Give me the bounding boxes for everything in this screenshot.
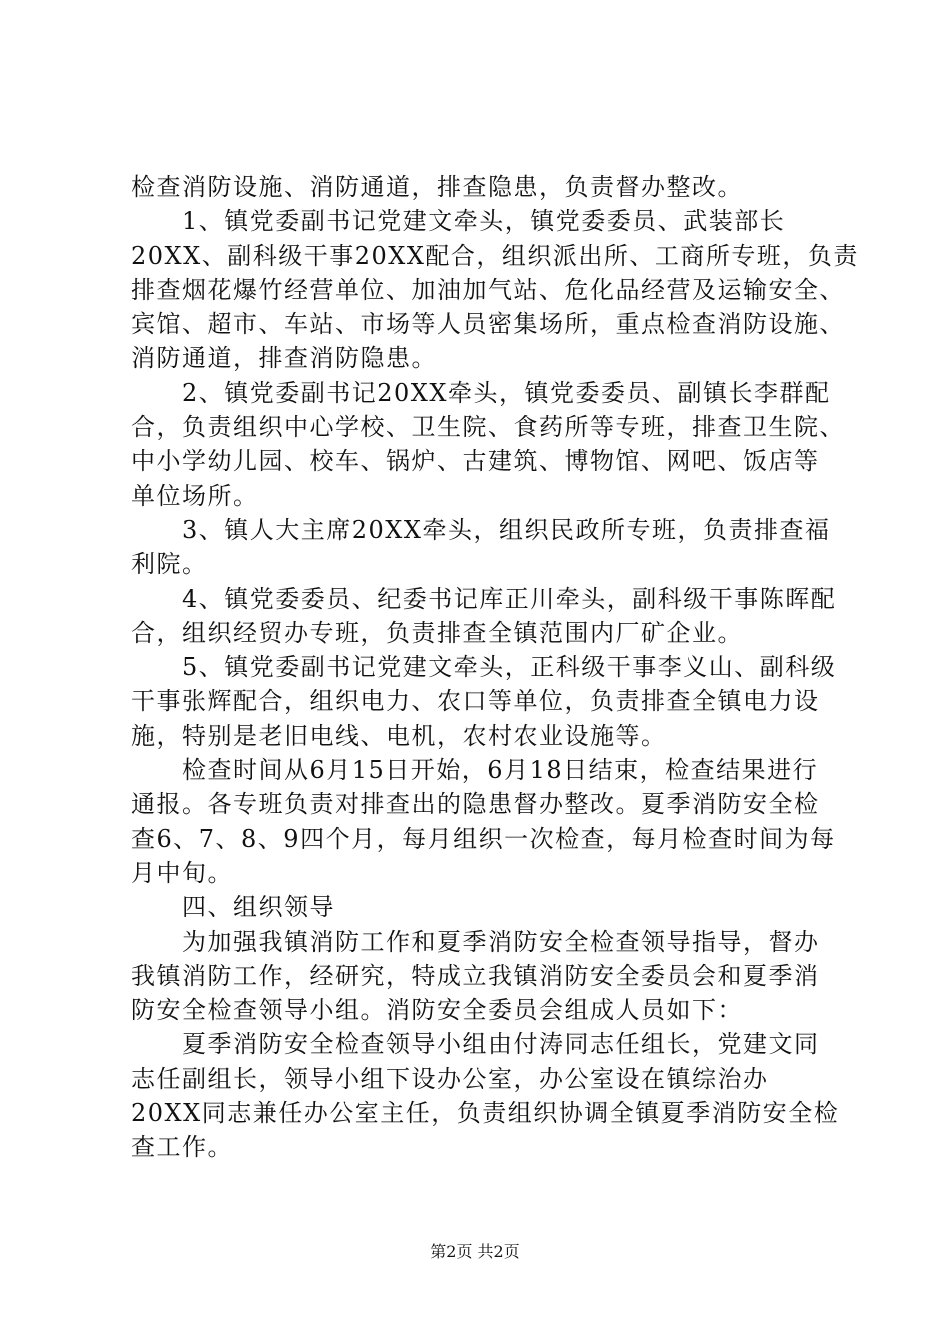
text-line: 通报。各专班负责对排查出的隐患督办整改。夏季消防安全检 [131, 790, 820, 819]
text-line: 3、镇人大主席20XX牵头，组织民政所专班，负责排查福 [131, 515, 831, 544]
text-line: 20XX同志兼任办公室主任，负责组织协调全镇夏季消防安全检 [131, 1099, 840, 1128]
text-line: 宾馆、超市、车站、市场等人员密集场所，重点检查消防设施、 [131, 310, 845, 339]
text-line: 查工作。 [131, 1133, 233, 1162]
text-line: 合，组织经贸办专班，负责排查全镇范围内厂矿企业。 [131, 618, 743, 647]
text-line: 20XX、副科级干事20XX配合，组织派出所、工商所专班，负责 [131, 241, 859, 270]
text-line: 志任副组长，领导小组下设办公室，办公室设在镇综治办 [131, 1064, 769, 1093]
section-heading: 四、组织领导 [131, 893, 335, 922]
text-line: 防安全检查领导小组。消防安全委员会组成人员如下： [131, 996, 743, 1025]
text-line: 1、镇党委副书记党建文牵头，镇党委委员、武装部长 [131, 207, 786, 236]
text-line: 干事张辉配合，组织电力、农口等单位，负责排查全镇电力设 [131, 687, 820, 716]
text-line: 夏季消防安全检查领导小组由付涛同志任组长，党建文同 [131, 1030, 820, 1059]
text-line: 查6、7、8、9四个月，每月组织一次检查，每月检查时间为每 [131, 824, 836, 853]
text-line: 合，负责组织中心学校、卫生院、食药所等专班，排查卫生院、 [131, 413, 845, 442]
document-body [131, 170, 859, 1165]
text-line: 5、镇党委副书记党建文牵头，正科级干事李义山、副科级 [131, 653, 837, 682]
text-line: 检查消防设施、消防通道，排查隐患，负责督办整改。 [131, 173, 743, 201]
text-line: 施，特别是老旧电线、电机，农村农业设施等。 [131, 721, 667, 750]
text-line: 排查烟花爆竹经营单位、加油加气站、危化品经营及运输安全、 [131, 275, 845, 304]
text-line: 单位场所。 [131, 481, 259, 510]
text-line: 消防通道，排查消防隐患。 [131, 344, 437, 373]
text-line: 我镇消防工作，经研究，特成立我镇消防安全委员会和夏季消 [131, 961, 820, 990]
text-line: 检查时间从6月15日开始，6月18日结束，检查结果进行 [131, 756, 819, 785]
text-line: 为加强我镇消防工作和夏季消防安全检查领导指导，督办 [131, 927, 820, 956]
text-line: 4、镇党委委员、纪委书记库正川牵头，副科级干事陈晖配 [131, 584, 837, 613]
page-number-footer: 第2页 共2页 [430, 1242, 520, 1261]
text-line: 月中旬。 [131, 858, 233, 887]
text-line: 2、镇党委副书记20XX牵头，镇党委委员、副镇长李群配 [131, 378, 831, 407]
text-line: 利院。 [131, 550, 208, 579]
text-line: 中小学幼儿园、校车、锅炉、古建筑、博物馆、网吧、饭店等 [131, 447, 820, 476]
